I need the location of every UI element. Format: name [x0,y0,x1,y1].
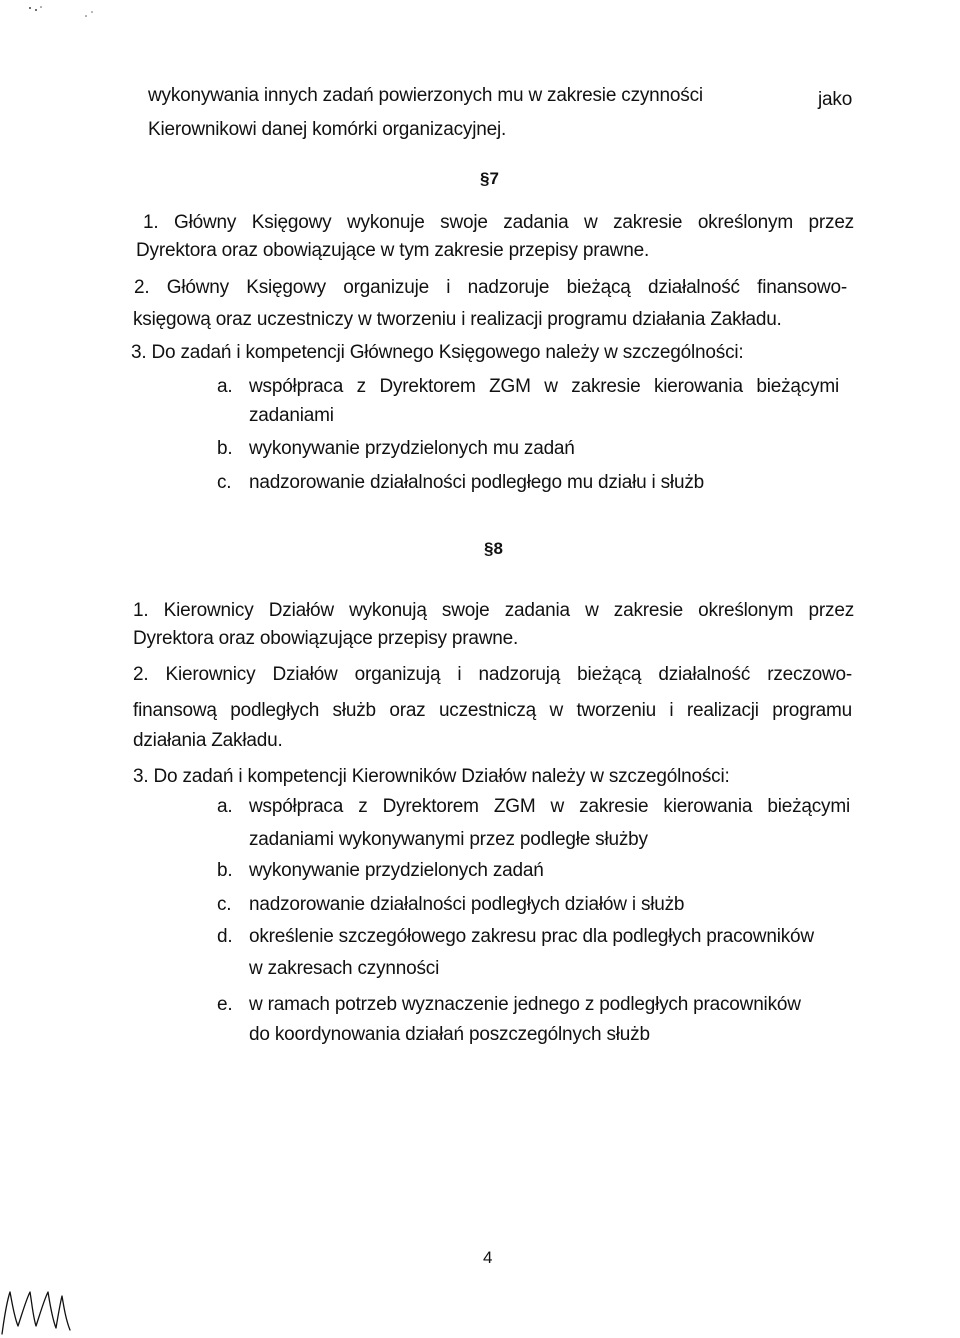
s7-paragraph-2-line-1: 2. Główny Księgowy organizuje i nadzoruje bieżącą działalność finansowo- [134,277,847,298]
s8-item-b-text: wykonywanie przydzielonych zadań [249,860,544,881]
s7-item-b-marker: b. [217,438,233,459]
s8-item-e-line-1: w ramach potrzeb wyznaczenie jednego z podległych pracowników [249,994,801,1015]
scan-specks [0,0,120,30]
s8-paragraph-3: 3. Do zadań i kompetencji Kierowników Działów należy w szczególności: [133,766,730,787]
continuation-word: jako [818,89,853,110]
s8-item-d-line-2: w zakresach czynności [249,958,440,979]
s7-item-a-marker: a. [217,376,233,397]
section-7-heading: §7 [480,169,499,188]
s8-item-a-line-2: zadaniami wykonywanymi przez podległe służby [249,829,648,850]
continuation-line-1 [148,85,828,107]
s7-item-b-text: wykonywanie przydzielonych mu zadań [249,438,575,459]
s7-paragraph-1-line-2: Dyrektora oraz obowiązujące w tym zakresie przepisy prawne. [136,240,650,261]
s8-item-d-marker: d. [217,926,233,947]
s7-item-a-line-1: współpraca z Dyrektorem ZGM w zakresie kierowania bieżącymi [249,376,839,397]
s8-item-e-line-2: do koordynowania działań poszczególnych służb [249,1024,650,1045]
s8-paragraph-2-line-1: 2. Kierownicy Działów organizują i nadzorują bieżącą działalność rzeczowo- [133,664,852,685]
continuation-line-1-end [818,89,852,111]
page-number: 4 [483,1248,493,1267]
s7-paragraph-2-line-2: księgową oraz uczestniczy w tworzeniu i realizacji programu działania Zakładu. [133,309,782,330]
s8-paragraph-2-line-3: działania Zakładu. [133,730,283,751]
s8-paragraph-2-line-2: finansową podległych służb oraz uczestniczą w tworzeniu i realizacji programu [133,700,852,721]
s8-item-a-line-1: współpraca z Dyrektorem ZGM w zakresie kierowania bieżącymi [249,796,850,817]
s7-item-c-text: nadzorowanie działalności podległego mu działu i służb [249,472,704,493]
s8-item-d-line-1: określenie szczegółowego zakresu prac dla podległych pracowników [249,926,814,947]
s8-paragraph-1-line-1: 1. Kierownicy Działów wykonują swoje zadania w zakresie określonym przez [133,600,854,621]
s8-item-e-marker: e. [217,994,233,1015]
section-8-heading: §8 [484,539,503,558]
s7-paragraph-1-line-1: 1. Główny Księgowy wykonuje swoje zadania w zakresie określonym przez [143,212,854,233]
s7-item-a-line-2: zadaniami [249,405,334,426]
continuation-text: wykonywania innych zadań powierzonych mu w zakresie czynności [148,85,703,106]
s8-item-a-marker: a. [217,796,233,817]
s7-paragraph-3: 3. Do zadań i kompetencji Głównego Księgowego należy w szczególności: [131,342,744,363]
s8-item-b-marker: b. [217,860,233,881]
s7-item-c-marker: c. [217,472,232,493]
s8-item-c-text: nadzorowanie działalności podległych działów i służb [249,894,685,915]
handwritten-initials-signature [0,1276,110,1338]
s8-item-c-marker: c. [217,894,232,915]
s8-paragraph-1-line-2: Dyrektora oraz obowiązujące przepisy prawne. [133,628,519,649]
continuation-line-2: Kierownikowi danej komórki organizacyjnej. [148,119,507,140]
